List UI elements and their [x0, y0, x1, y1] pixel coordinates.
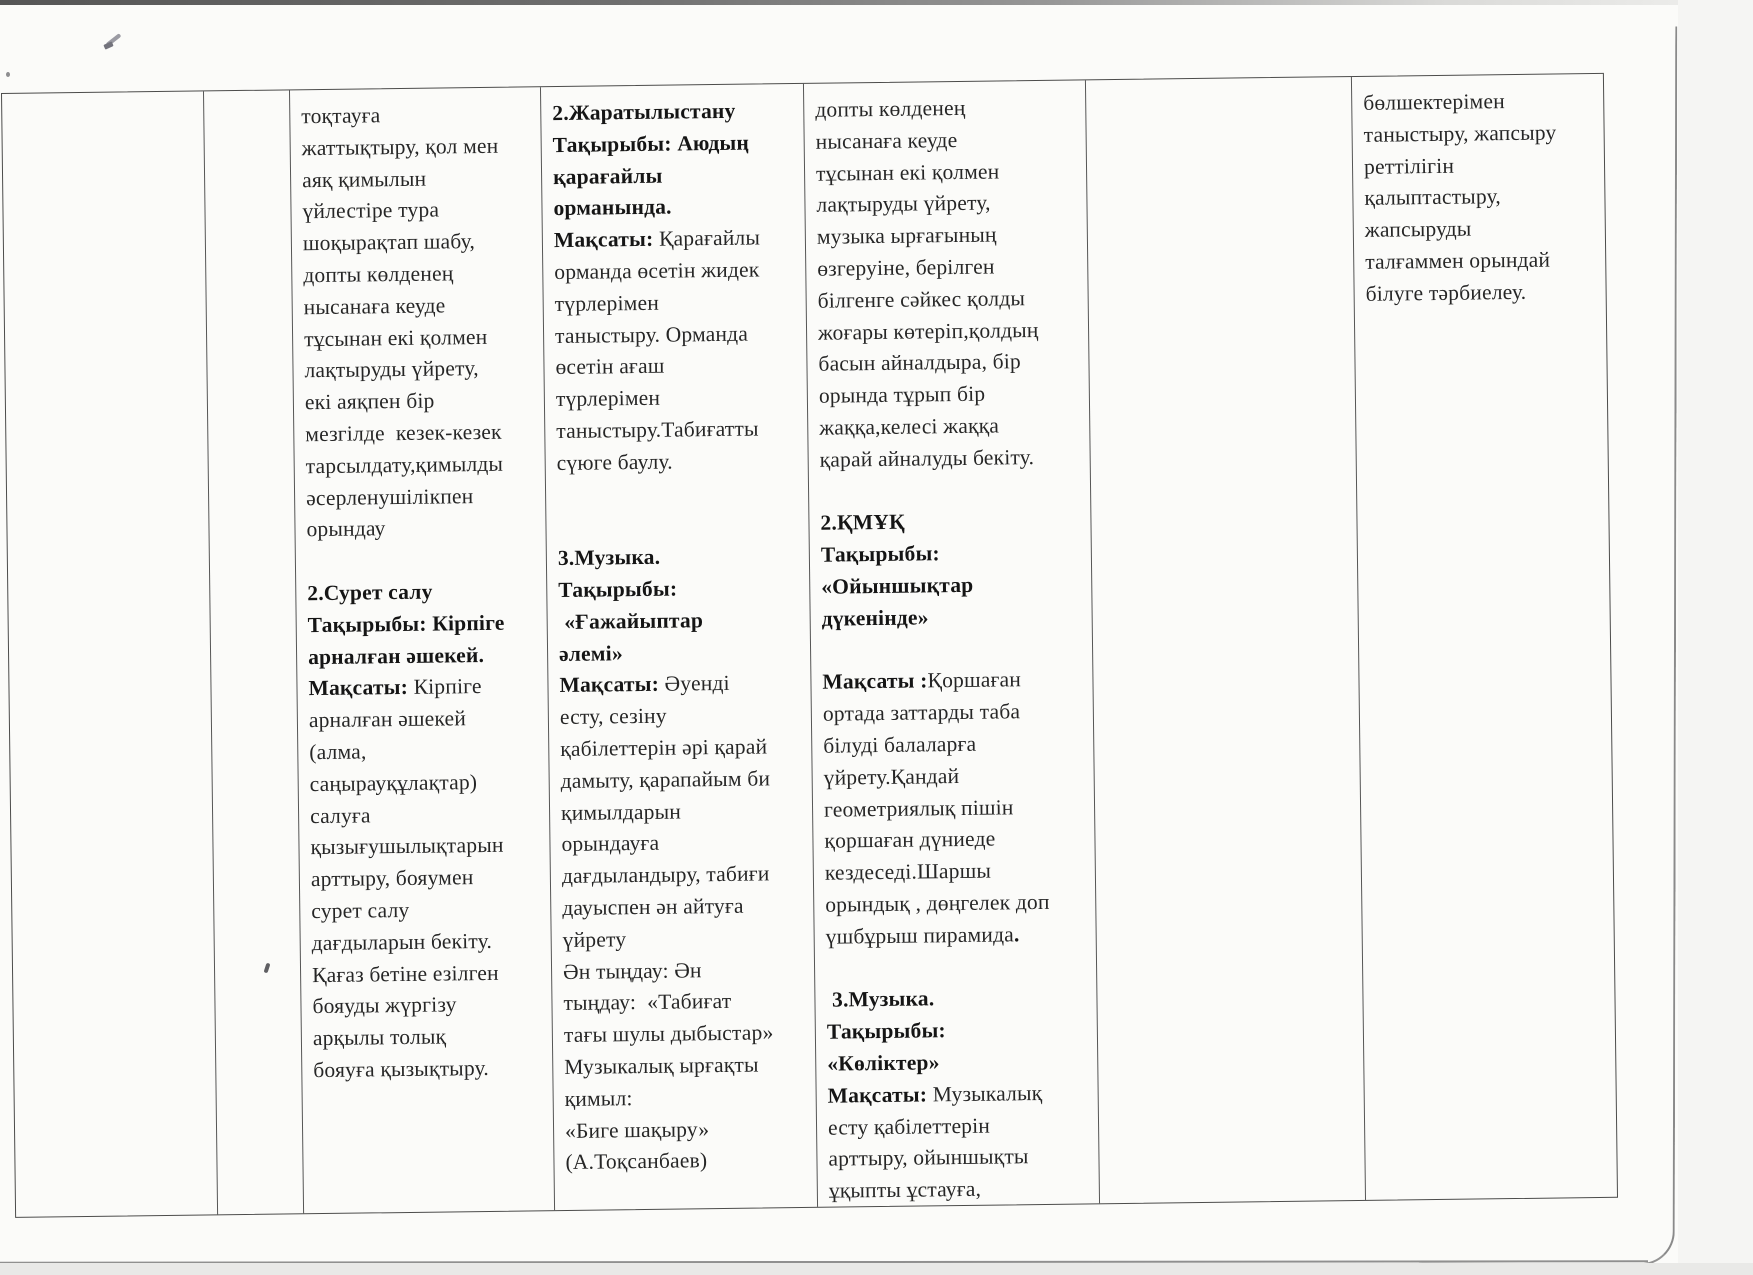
- table-cell-6: [1086, 77, 1366, 1203]
- text-line: таныстыру.Табиғатты: [556, 416, 759, 444]
- text-line: [557, 477, 804, 512]
- text-line: қарағайлы: [552, 163, 663, 189]
- text-line: қимылдарын: [560, 799, 682, 825]
- text-line: лақтыруды үйрету,: [304, 356, 479, 383]
- text-line: орманында.: [553, 194, 672, 221]
- text-line: бояуға қызықтыру.: [313, 1055, 490, 1083]
- text-line: допты көлденең: [303, 261, 454, 288]
- text-line: Мақсаты: Қарағайлы: [553, 225, 761, 253]
- text-line: білгенге сәйкес қолды: [817, 285, 1026, 313]
- text-line: 3.Музыка.: [557, 544, 661, 571]
- text-line: аяқ қимылын: [301, 166, 427, 192]
- text-line: дағдыларын бекіту.: [311, 928, 493, 955]
- text-line: дауыспен ән айтуға: [562, 893, 744, 920]
- text-line: нысанаға кеуде: [303, 293, 446, 319]
- text-line: есту, сезіну: [559, 703, 667, 730]
- pen-stroke: [103, 41, 113, 49]
- text-line: Музыкалық ырғақты: [564, 1052, 759, 1079]
- text-line: сүюге баулу.: [556, 449, 673, 475]
- text-line: дамыту, қарапайым би: [560, 766, 771, 793]
- text-line: «Көліктер»: [827, 1050, 940, 1076]
- text-line: [557, 508, 804, 543]
- text-line: Тақырыбы:: [558, 576, 678, 602]
- text-line: Тақырыбы:: [820, 541, 940, 567]
- text-line: (алма,: [309, 739, 367, 765]
- text-line: Тақырыбы: Аюдың: [552, 130, 750, 157]
- text-line: бояуды жүргізу: [312, 992, 457, 1019]
- text-line: түрлерімен: [555, 385, 661, 412]
- table-cell-4: [541, 84, 818, 1210]
- text-line: жоғары көтеріп,қолдың: [817, 317, 1039, 345]
- text-line: қоршаған дүниеде: [824, 826, 996, 854]
- text-line: арналған әшекей.: [307, 642, 485, 669]
- curriculum-table: [1, 73, 1618, 1218]
- text-line: лақтыруды үйрету,: [816, 190, 991, 218]
- text-line: 3.Музыка.: [826, 986, 935, 1013]
- scan-top-edge: [0, 0, 1753, 5]
- text-line: екі аяқпен бір: [304, 388, 435, 415]
- text-line: ұқыпты ұстауға,: [828, 1176, 982, 1203]
- text-line: кездеседі.Шаршы: [824, 858, 992, 885]
- text-line: допты көлденең: [815, 95, 966, 122]
- text-line: өсетін ағаш: [555, 354, 665, 380]
- text-line: бөлшектерімен: [1363, 89, 1505, 115]
- text-line: 2.ҚМҰҚ: [820, 510, 905, 536]
- text-line: жаттықтыру, қол мен: [301, 133, 499, 161]
- text-line: сурет салу: [311, 897, 410, 924]
- text-line: тарсылдату,қимылды: [305, 451, 504, 478]
- text-line: мезгілде кезек-кезек: [305, 419, 502, 447]
- text-line: «Биге шақыру»: [564, 1116, 710, 1143]
- text-line: таныстыру, жапсыру: [1363, 120, 1557, 147]
- text-line: тыңдау: «Табиғат: [563, 989, 732, 1016]
- text-line: дағдыландыру, табиғи: [561, 861, 770, 889]
- text-line: басын айналдыра, бір: [818, 349, 1022, 377]
- text-line: арқылы толық: [312, 1024, 447, 1051]
- text-line: «Ойыншықтар: [821, 572, 974, 599]
- text-line: ортада заттарды таба: [822, 699, 1021, 726]
- text-line: жаққа,келесі жаққа: [819, 413, 1000, 440]
- text-line: үйрету: [562, 926, 627, 952]
- text-line: орманда өсетін жидек: [554, 257, 760, 285]
- text-line: қимыл:: [564, 1085, 633, 1111]
- text-line: геометриялық пішін: [823, 794, 1014, 822]
- text-line: Мақсаты: Әуенді: [559, 671, 730, 698]
- text-line: тоқтауға: [301, 103, 381, 129]
- text-line: Тақырыбы: Кірпіге: [307, 610, 505, 637]
- text-line: Қағаз бетіне езілген: [311, 960, 499, 987]
- text-line: дүкенінде»: [821, 605, 929, 631]
- text-line: әсерленушілікпен: [305, 483, 474, 510]
- text-line: үйрету.Қандай: [823, 763, 960, 790]
- pen-mark-icon: [103, 30, 125, 52]
- text-line: орында тұрып бір: [818, 381, 986, 408]
- text-line: 2.Жаратылыстану: [552, 98, 736, 126]
- text-line: өзгеруіне, берілген: [817, 254, 995, 281]
- text-line: әлемі»: [558, 640, 623, 666]
- text-line: [307, 543, 542, 578]
- text-line: орындық , дөңгелек доп: [825, 889, 1050, 917]
- text-line: [822, 632, 1088, 667]
- text-line: шоқырақтап шабу,: [302, 229, 476, 256]
- scanner-right-margin: [1678, 0, 1753, 1263]
- text-line: Мақсаты :Қоршаған: [822, 667, 1022, 695]
- table-cell-5: [804, 80, 1100, 1206]
- text-line: тұсынан екі қолмен: [303, 324, 488, 351]
- text-line: [820, 473, 1086, 508]
- text-line: таныстыру. Орманда: [554, 321, 749, 348]
- text-line: салуға: [309, 802, 371, 828]
- text-line: «Ғажайыптар: [558, 607, 704, 634]
- text-line: тағы шулы дыбыстар»: [563, 1020, 774, 1048]
- text-line: Мақсаты: Музыкалық: [827, 1080, 1043, 1108]
- text-line: реттілігін: [1363, 153, 1455, 179]
- text-line: арттыру, ойыншықты: [828, 1144, 1029, 1171]
- text-line: білуді балаларға: [823, 731, 977, 758]
- text-line: Тақырыбы:: [826, 1018, 946, 1044]
- text-line: орындау: [306, 516, 386, 542]
- table-cell-1: [2, 91, 218, 1216]
- text-line: қалыптастыру,: [1364, 184, 1502, 211]
- table-cell-2: [204, 90, 304, 1214]
- text-line: талғаммен орындай: [1365, 247, 1551, 274]
- text-line: орындауға: [561, 831, 660, 857]
- text-line: қарай айналуды бекіту.: [819, 444, 1035, 472]
- scanner-background: [0, 1263, 1753, 1275]
- text-line: арналған әшекей: [308, 706, 467, 733]
- text-line: музыка ырғағының: [816, 222, 997, 249]
- text-line: нысанаға кеуде: [815, 127, 958, 154]
- table-cell-3: [290, 87, 555, 1213]
- page-right-edge: [1419, 26, 1678, 1266]
- ink-dot-icon: [6, 72, 10, 77]
- text-line: тұсынан екі қолмен: [815, 159, 1000, 186]
- text-line: қызығушылықтарын: [310, 833, 504, 860]
- text-line: үшбұрыш пирамида.: [825, 921, 1020, 949]
- text-line: Мақсаты: Кірпіге: [308, 674, 482, 701]
- text-line: білуге тәрбиелеу.: [1365, 279, 1527, 306]
- text-line: Ән тыңдау: Ән: [562, 957, 702, 984]
- text-line: үйлестіре тура: [302, 197, 440, 224]
- text-line: [826, 950, 1092, 985]
- text-line: қабілеттерін әрі қарай: [560, 734, 768, 761]
- text-line: түрлерімен: [554, 290, 660, 316]
- text-line: 2.Сурет салу: [307, 579, 433, 606]
- text-line: есту қабілеттерін: [827, 1113, 991, 1140]
- text-line: жапсыруды: [1364, 216, 1472, 243]
- text-line: (А.Тоқсанбаев): [565, 1148, 708, 1175]
- text-line: арттыру, бояумен: [310, 865, 474, 892]
- text-line: саңырауқұлақтар): [309, 769, 478, 796]
